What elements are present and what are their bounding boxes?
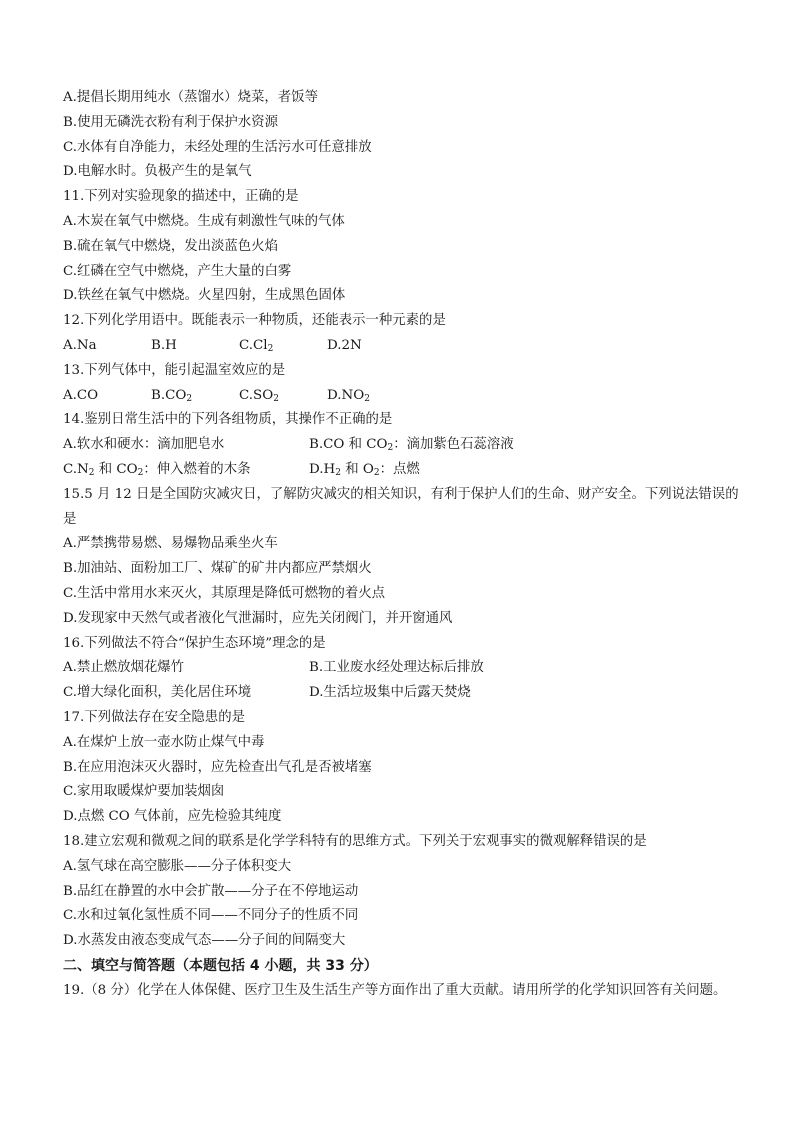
q13-option-c: $C.SO_2$ [239,387,279,404]
q17-option-a: A.在煤炉上放一壶水防止煤气中毒 [63,734,265,750]
section-heading: 二、填空与简答题（本题包括 4 小题，共 33 分） [63,957,378,974]
q11-option-d: D.铁丝在氧气中燃烧。火星四射，生成黑色固体 [63,288,346,304]
q13-option-d: $D.NO_2$ [327,387,370,404]
q10-option-c: C.水体有自净能力，未经处理的生活污水可任意排放 [63,139,372,155]
q16-option-d: D.生活垃圾集中后露天焚烧 [309,685,471,701]
q10-option-b: B.使用无磷洗衣粉有利于保护水资源 [63,114,278,130]
q16-option-b: B.工业废水经处理达标后排放 [309,660,484,676]
q11-option-c: C.红磷在空气中燃烧，产生大量的白雾 [63,263,292,279]
q14-option-c: $C.N_2$ 和 $CO_2$：伸入燃着的木条 [63,461,251,478]
q12-option-a: A.Na [63,337,97,353]
q12-options [63,334,743,359]
q15-option-c: C.生活中常用水来灭火，其原理是降低可燃物的着火点 [63,585,386,601]
q12-option-c: $C.Cl_2$ [239,337,274,354]
q17-stem: 17.下列做法存在安全隐患的是 [63,709,245,725]
q18-stem: 18.建立宏观和微观之间的联系是化学学科特有的思维方式。下列关于宏观事实的微观解释错误的是 [63,833,647,849]
q18-option-a: A.氢气球在高空膨胀——分子体积变大 [63,858,292,874]
q18-option-d: D.水蒸发由液态变成气态——分子间的间隔变大 [63,933,346,949]
q14-options-row2 [63,458,743,483]
q16-option-a: A.禁止燃放烟花爆竹 [63,660,185,676]
q13-option-a: A.CO [63,387,99,403]
q11-option-b: B.硫在氧气中燃烧，发出淡蓝色火焰 [63,238,278,254]
q14-options-row1 [63,433,743,458]
q15-option-d: D.发现家中天然气或者液化气泄漏时，应先关闭阀门，并开窗通风 [63,610,453,626]
q15-option-b: B.加油站、面粉加工厂、煤矿的矿井内都应严禁烟火 [63,561,372,577]
q17-option-d: D.点燃 CO 气体前，应先检验其纯度 [63,809,282,825]
q11-stem: 11.下列对实验现象的描述中，正确的是 [63,189,299,205]
q19-stem: 19.（8 分）化学在人体保健、医疗卫生及生活生产等方面作出了重大贡献。请用所学的化学知识回答有关问题。 [63,982,727,998]
q14-stem: 14.鉴别日常生活中的下列各组物质，其操作不正确的是 [63,412,393,428]
q14-option-b: B.CO 和 $CO_2$：滴加紫色石蕊溶液 [309,437,514,454]
q10-option-a: A.提倡长期用纯水（蒸馏水）烧菜，者饭等 [63,90,318,105]
q16-options-row2 [63,681,743,706]
q15-option-a: A.严禁携带易燃、易爆物品乘坐火车 [63,536,278,552]
q15-stem: 15.5 月 12 日是全国防灾减灾日，了解防灾减灾的相关知识，有利于保护人们的生命、财产安全。下列说法错误的是 [63,486,739,527]
q18-option-c: C.水和过氧化氢性质不同——不同分子的性质不同 [63,908,359,924]
q16-stem: 16.下列做法不符合“保护生态环境”理念的是 [63,635,326,651]
q11-option-a: A.木炭在氧气中燃烧。生成有刺激性气味的气体 [63,213,345,229]
q18-option-b: B.品红在静置的水中会扩散——分子在不停地运动 [63,883,359,899]
q10-option-d: D.电解水时。负极产生的是氧气 [63,164,252,180]
q17-option-c: C.家用取暖煤炉要加装烟囱 [63,784,225,800]
q14-option-a: A.软水和硬水：滴加肥皂水 [63,437,225,453]
q17-option-b: B.在应用泡沫灭火器时，应先检查出气孔是否被堵塞 [63,759,372,775]
q16-options-row1 [63,656,743,681]
exam-page [63,86,743,1028]
q13-option-b: $B.CO_2$ [151,387,193,404]
q13-options [63,384,743,409]
q14-option-d: $D.H_2$ 和 $O_2$：点燃 [309,461,420,478]
q12-option-b: B.H [151,337,177,353]
q12-stem: 12.下列化学用语中。既能表示一种物质，还能表示一种元素的是 [63,313,446,329]
q16-option-c: C.增大绿化面积，美化居住环境 [63,685,252,701]
q12-option-d: D.2N [327,337,362,353]
q13-stem: 13.下列气体中，能引起温室效应的是 [63,362,286,378]
